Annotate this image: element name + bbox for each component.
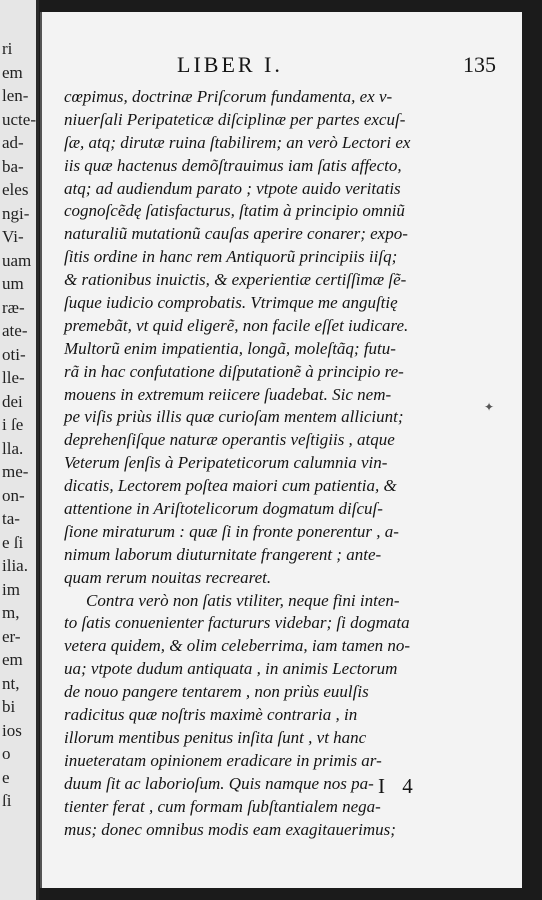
facing-page-fragment: Vi- (2, 227, 24, 246)
margin-mark: ✦ (484, 400, 495, 414)
text-line: vetera quidem, & olim celeberrima, iam tamen no- (64, 636, 411, 656)
facing-page-fragment: len- (2, 86, 29, 105)
facing-page-fragment: ngi- (2, 203, 30, 223)
facing-page-fragment: um (2, 274, 24, 293)
text-line: Multorũ enim impatientia, longã, moleſtãq; futu- (64, 338, 396, 358)
text-line: cœpimus, doctrinæ Priſcorum fundamenta, ex v- (64, 87, 393, 106)
body-text (64, 86, 454, 841)
facing-page-fragment: eles (2, 180, 29, 199)
facing-page-fragment: ucte- (2, 109, 36, 129)
facing-page-fragment: dei (2, 391, 23, 411)
text-line: atq; ad audiendum parato ; vtpote auido veritatis (64, 178, 401, 198)
facing-page-fragment: uam (2, 250, 32, 270)
page-header (42, 52, 522, 82)
facing-page-fragment: ad- (2, 133, 24, 152)
text-line: deprehenſiſque naturæ operantis veſtigiis , atque (64, 430, 395, 450)
text-line: illorum mentibus penitus inſita ſunt , vt hanc (64, 727, 367, 747)
facing-page-fragment: e (2, 767, 10, 787)
facing-page-fragment: em (2, 62, 23, 82)
text-line: ſuque iudicio comprobatis. Vtrimque me anguſtię (64, 293, 398, 313)
page-number: 135 (463, 52, 496, 77)
text-line: Contra verò non ſatis vtiliter, neque fini inten- (86, 590, 400, 610)
text-line: mus; donec omnibus modis eam exagitauerimus; (64, 819, 396, 839)
text-line: ua; vtpote dudum antiquata , in animis Lectorum (64, 659, 398, 679)
running-title: LIBER I. (177, 52, 283, 77)
facing-page-fragment: m, (2, 603, 20, 622)
text-line: ſione miraturum : quæ ſi in fronte ponerentur , a- (64, 521, 399, 541)
facing-page-fragment: e ſi (2, 532, 24, 552)
text-line: radicitus quæ noſtris maximè contraria , in (64, 705, 358, 725)
text-line: Veterum ſenſis à Peripateticorum calumnia vin- (64, 453, 388, 473)
text-line: inueteratam opinionem eradicare in primis ar- (64, 750, 382, 770)
text-line: premebãt, vt quid eligerẽ, non facile eſſet iudicare. (64, 315, 409, 335)
text-line: & rationibus inuictis, & experientiæ certiſſimæ ſẽ- (64, 270, 407, 290)
facing-page-fragment: ræ- (2, 297, 25, 317)
text-line: rã in hac confutatione diſputationẽ à principio re- (64, 361, 404, 381)
text-line: duum ſit ac laborioſum. Quis namque nos pa- (64, 773, 374, 793)
signature-mark: I 4 (378, 774, 419, 798)
facing-page-fragment: lla. (2, 438, 24, 458)
text-line: naturaliũ mutationũ cauſas aperire conarer; expo- (64, 224, 408, 244)
text-line: tienter ferat , cum formam ſubſtantialem nega- (64, 796, 381, 816)
facing-page-fragment: ta- (2, 509, 20, 528)
facing-page-edge (0, 0, 39, 900)
facing-page-fragment: ſi (2, 791, 12, 810)
facing-page-fragment: nt, (2, 673, 20, 693)
text-line: niuerſali Peripateticæ diſciplinæ per partes excuſ- (64, 109, 406, 129)
facing-page-fragment: ba- (2, 156, 24, 176)
facing-page-fragment: bi (2, 697, 16, 716)
facing-page-fragment: oti- (2, 344, 26, 364)
text-line: cognoſcẽdę ſatisfacturus, ſtatim à principio omniũ (64, 201, 405, 221)
facing-page-fragment: ios (2, 720, 22, 740)
facing-page-fragment: em (2, 650, 23, 669)
text-line: attentione in Ariſtotelicorum dogmatum diſcuſ- (64, 499, 383, 519)
text-line: quam rerum nouitas recrearet. (64, 567, 272, 587)
text-line: pe viſis priùs illis quæ curioſam mentem alliciunt; (64, 407, 404, 427)
text-line: de nouo pangere tentarem , non priùs euulſis (64, 682, 369, 702)
text-line: to ſatis conuenienter factururs videbar; ſi dogmata (64, 613, 410, 633)
text-line: dicatis, Lectorem poſtea maiori cum patientia, & (64, 476, 397, 496)
facing-page-fragment: im (2, 579, 20, 599)
facing-page-fragment: er- (2, 626, 21, 646)
facing-page-fragment: lle- (2, 368, 25, 387)
facing-page-fragment: ri (2, 39, 13, 58)
text-line: mouens in extremum reiicere ſuadebat. Sic nem- (64, 384, 392, 404)
facing-page-fragment: on- (2, 485, 25, 505)
text-line: nimum laborum diuturnitate frangerent ; ante- (64, 544, 382, 564)
facing-page-fragment: o (2, 744, 11, 763)
text-line: iis quæ hactenus demõſtrauimus iam ſatis affecto, (64, 155, 402, 175)
text-line: ſæ, atq; dirutæ ruina ſtabilirem; an verò Lectori ex (64, 132, 411, 152)
facing-page-fragment: ate- (2, 321, 28, 340)
facing-page-fragment: i ſe (2, 415, 24, 434)
book-page (40, 12, 522, 888)
facing-page-fragment: ilia. (2, 556, 28, 575)
facing-page-fragment: me- (2, 462, 29, 481)
text-line: ſitis ordine in hanc rem Antiquorũ principiis iiſq; (64, 247, 398, 267)
